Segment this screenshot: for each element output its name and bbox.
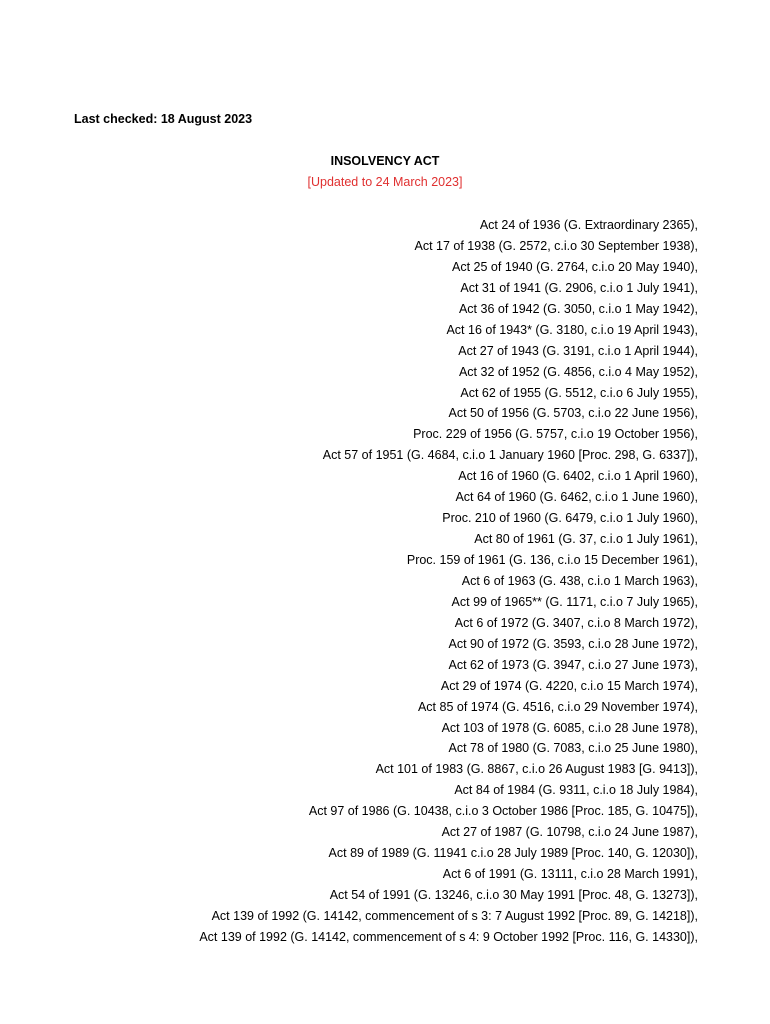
amendment-entry: Act 139 of 1992 (G. 14142, commencement of s 4: 9 October 1992 [Proc. 116, G. 14330]), xyxy=(199,929,698,944)
amendment-list xyxy=(199,215,698,948)
amendment-entry: Act 54 of 1991 (G. 13246, c.i.o 30 May 1991 [Proc. 48, G. 13273]), xyxy=(329,888,698,902)
amendment-entry: Proc. 210 of 1960 (G. 6479, c.i.o 1 July 1960), xyxy=(442,511,698,526)
amendment-entry: Act 36 of 1942 (G. 3050, c.i.o 1 May 1942), xyxy=(458,301,698,316)
amendment-entry: Act 89 of 1989 (G. 11941 c.i.o 28 July 1989 [Proc. 140, G. 12030]), xyxy=(328,846,698,861)
amendment-entry: Act 6 of 1991 (G. 13111, c.i.o 28 March 1991), xyxy=(442,867,698,882)
amendment-entry: Act 50 of 1956 (G. 5703, c.i.o 22 June 1956), xyxy=(448,406,698,421)
amendment-entry: Act 80 of 1961 (G. 37, c.i.o 1 July 1961), xyxy=(474,532,698,547)
amendment-entry: Act 103 of 1978 (G. 6085, c.i.o 28 June 1978), xyxy=(441,720,698,735)
last-checked-date: Last checked: 18 August 2023 xyxy=(74,112,253,126)
amendment-entry: Act 25 of 1940 (G. 2764, c.i.o 20 May 1940), xyxy=(452,259,698,274)
amendment-entry: Act 85 of 1974 (G. 4516, c.i.o 29 November 1974), xyxy=(417,699,698,714)
amendment-entry: Act 27 of 1987 (G. 10798, c.i.o 24 June 1987), xyxy=(441,825,698,840)
amendment-entry: Act 29 of 1974 (G. 4220, c.i.o 15 March 1974), xyxy=(440,678,698,693)
amendment-entry: Act 97 of 1986 (G. 10438, c.i.o 3 October 1986 [Proc. 185, G. 10475]), xyxy=(308,804,698,819)
amendment-entry: Act 16 of 1960 (G. 6402, c.i.o 1 April 1960), xyxy=(458,469,698,484)
amendment-entry: Act 32 of 1952 (G. 4856, c.i.o 4 May 1952), xyxy=(458,364,698,379)
amendment-entry: Act 57 of 1951 (G. 4684, c.i.o 1 January 1960 [Proc. 298, G. 6337]), xyxy=(322,448,698,463)
amendment-entry: Act 62 of 1955 (G. 5512, c.i.o 6 July 1955), xyxy=(460,385,698,400)
amendment-entry: Act 90 of 1972 (G. 3593, c.i.o 28 June 1972), xyxy=(448,636,698,651)
amendment-entry: Act 139 of 1992 (G. 14142, commencement of s 3: 7 August 1992 [Proc. 89, G. 14218]), xyxy=(211,908,698,923)
amendment-entry: Act 84 of 1984 (G. 9311, c.i.o 18 July 1984), xyxy=(454,783,698,798)
amendment-entry: Act 64 of 1960 (G. 6462, c.i.o 1 June 1960), xyxy=(455,490,698,505)
amendment-entry: Act 99 of 1965** (G. 1171, c.i.o 7 July 1965), xyxy=(451,594,698,609)
amendment-entry: Act 24 of 1936 (G. Extraordinary 2365), xyxy=(479,218,698,232)
amendment-entry: Act 6 of 1972 (G. 3407, c.i.o 8 March 1972), xyxy=(454,615,698,630)
amendment-entry: Proc. 159 of 1961 (G. 136, c.i.o 15 December 1961), xyxy=(406,553,698,567)
amendment-entry: Act 78 of 1980 (G. 7083, c.i.o 25 June 1980), xyxy=(448,741,698,756)
amendment-entry: Act 6 of 1963 (G. 438, c.i.o 1 March 1963), xyxy=(461,573,698,588)
amendment-entry: Act 16 of 1943* (G. 3180, c.i.o 19 April 1943), xyxy=(446,322,698,337)
amendment-entry: Proc. 229 of 1956 (G. 5757, c.i.o 19 October 1956), xyxy=(413,427,698,442)
document-title: INSOLVENCY ACT xyxy=(330,154,440,168)
amendment-entry: Act 31 of 1941 (G. 2906, c.i.o 1 July 1941), xyxy=(460,280,698,295)
amendment-entry: Act 62 of 1973 (G. 3947, c.i.o 27 June 1973), xyxy=(448,657,698,672)
updated-notice: [Updated to 24 March 2023] xyxy=(307,175,463,189)
amendment-entry: Act 17 of 1938 (G. 2572, c.i.o 30 September 1938), xyxy=(414,238,698,253)
amendment-entry: Act 101 of 1983 (G. 8867, c.i.o 26 August 1983 [G. 9413]), xyxy=(375,762,698,777)
amendment-entry: Act 27 of 1943 (G. 3191, c.i.o 1 April 1944), xyxy=(458,343,698,358)
